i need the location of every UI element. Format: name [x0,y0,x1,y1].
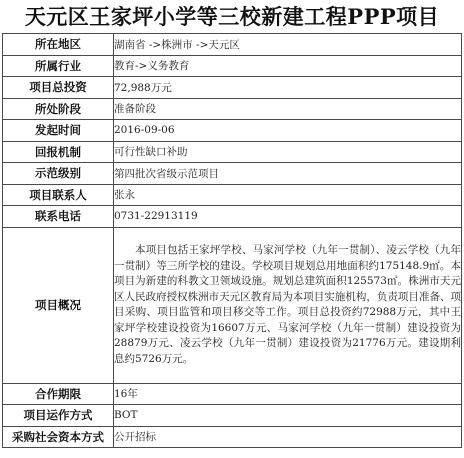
row-label: 发起时间 [3,120,114,142]
row-label: 所处阶段 [3,98,114,120]
table-row-stage [3,98,462,120]
table-row-return-mechanism [3,141,462,163]
row-value: 72,988万元 [114,77,462,99]
row-value: 准备阶段 [114,98,462,120]
row-value: 教育->义务教育 [114,55,462,77]
row-label: 所属行业 [3,55,114,77]
row-label: 项目运作方式 [3,405,114,427]
table-row-cooperation-period [3,383,462,405]
row-label: 项目总投资 [3,77,114,99]
row-value: 0731-22913119 [114,206,462,228]
row-label: 联系电话 [3,206,114,228]
row-value: 湖南省 ->株洲市 ->天元区 [114,34,462,56]
row-value: 第四批次省级示范项目 [114,163,462,185]
project-overview-text: 本项目包括王家坪学校、马家河学校（九年一贯制）、凌云学校（九年一贯制）等三所学校的建设。学校项目规划总用地面积约175148.9㎡。本项目为新建的科教文卫领域设施。规划总建筑面积125573㎡。株洲市天元区人民政府授权株洲市天元区教育局为本项目实施机构，负责项目准备、项目采购、项目监管和项目移交等工作。项目总投资约72988万元，其中王家坪学校建设投资为16607万元、马家河学校（九年一贯制）建设投资为28879万元、凌云学校（九年一贯制）建设投资为21776万元。建设期利息约5726万元。 [114,227,462,383]
table-row-total-investment [3,77,462,99]
row-value: 可行性缺口补助 [114,141,462,163]
project-info-table [2,33,462,448]
row-value: 公开招标 [114,426,462,448]
table-row-operation-mode [3,405,462,427]
row-value: 16年 [114,383,462,405]
row-label: 项目联系人 [3,184,114,206]
row-label: 合作期限 [3,383,114,405]
row-label: 所在地区 [3,34,114,56]
table-row-contact-person [3,184,462,206]
row-label: 示范级别 [3,163,114,185]
table-row-overview [3,227,462,383]
row-value: 2016-09-06 [114,120,462,142]
table-row-start-date [3,120,462,142]
page-title: 天元区王家坪小学等三校新建工程PPP项目 [24,4,440,29]
row-value: 张永 [114,184,462,206]
table-row-contact-phone [3,206,462,228]
row-label: 回报机制 [3,141,114,163]
row-label: 采购社会资本方式 [3,426,114,448]
table-row-region [3,34,462,56]
table-row-industry [3,55,462,77]
table-row-demo-level [3,163,462,185]
row-label: 项目概况 [3,227,114,383]
table-row-procurement-method [3,426,462,448]
row-value: BOT [114,405,462,427]
